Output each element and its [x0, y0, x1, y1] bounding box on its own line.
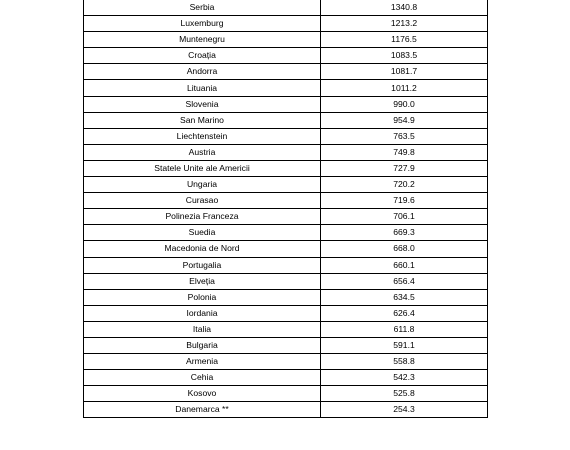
table-row [84, 337, 488, 353]
country-cell: Serbia [84, 0, 321, 16]
table-row [84, 386, 488, 402]
table-body [84, 0, 488, 418]
country-cell: Curasao [84, 193, 321, 209]
value-cell: 525.8 [321, 386, 488, 402]
value-cell: 763.5 [321, 128, 488, 144]
value-cell: 669.3 [321, 225, 488, 241]
value-cell: 611.8 [321, 321, 488, 337]
country-cell: Croația [84, 48, 321, 64]
country-cell: Kosovo [84, 386, 321, 402]
country-cell: Andorra [84, 64, 321, 80]
value-cell: 542.3 [321, 370, 488, 386]
value-cell: 1081.7 [321, 64, 488, 80]
table-row [84, 370, 488, 386]
country-cell: Polonia [84, 289, 321, 305]
value-cell: 1340.8 [321, 0, 488, 16]
table-row [84, 160, 488, 176]
table-row [84, 321, 488, 337]
table-row [84, 32, 488, 48]
value-cell: 1011.2 [321, 80, 488, 96]
country-cell: Iordania [84, 305, 321, 321]
country-cell: Bulgaria [84, 337, 321, 353]
table-row [84, 354, 488, 370]
table-row [84, 80, 488, 96]
country-cell: Liechtenstein [84, 128, 321, 144]
value-cell: 706.1 [321, 209, 488, 225]
table-row [84, 96, 488, 112]
country-values-table [83, 0, 488, 418]
country-cell: Danemarca ** [84, 402, 321, 418]
value-cell: 719.6 [321, 193, 488, 209]
table-row [84, 225, 488, 241]
country-cell: Ungaria [84, 177, 321, 193]
country-cell: Muntenegru [84, 32, 321, 48]
table-row [84, 402, 488, 418]
value-cell: 749.8 [321, 144, 488, 160]
country-cell: Suedia [84, 225, 321, 241]
country-cell: Portugalia [84, 257, 321, 273]
table-row [84, 289, 488, 305]
value-cell: 720.2 [321, 177, 488, 193]
table-row [84, 209, 488, 225]
value-cell: 660.1 [321, 257, 488, 273]
country-cell: Macedonia de Nord [84, 241, 321, 257]
table-row [84, 0, 488, 16]
country-cell: Austria [84, 144, 321, 160]
table-row [84, 16, 488, 32]
country-cell: San Marino [84, 112, 321, 128]
value-cell: 990.0 [321, 96, 488, 112]
table-row [84, 305, 488, 321]
table-row [84, 64, 488, 80]
value-cell: 1176.5 [321, 32, 488, 48]
country-cell: Polinezia Franceza [84, 209, 321, 225]
country-values-table-container [83, 0, 487, 418]
value-cell: 668.0 [321, 241, 488, 257]
country-cell: Armenia [84, 354, 321, 370]
country-cell: Cehia [84, 370, 321, 386]
country-cell: Lituania [84, 80, 321, 96]
country-cell: Luxemburg [84, 16, 321, 32]
table-row [84, 177, 488, 193]
value-cell: 626.4 [321, 305, 488, 321]
value-cell: 591.1 [321, 337, 488, 353]
table-row [84, 273, 488, 289]
table-row [84, 144, 488, 160]
value-cell: 558.8 [321, 354, 488, 370]
table-row [84, 193, 488, 209]
value-cell: 1083.5 [321, 48, 488, 64]
value-cell: 954.9 [321, 112, 488, 128]
table-row [84, 257, 488, 273]
country-cell: Elveția [84, 273, 321, 289]
value-cell: 1213.2 [321, 16, 488, 32]
country-cell: Statele Unite ale Americii [84, 160, 321, 176]
table-row [84, 48, 488, 64]
value-cell: 656.4 [321, 273, 488, 289]
table-row [84, 241, 488, 257]
country-cell: Slovenia [84, 96, 321, 112]
value-cell: 634.5 [321, 289, 488, 305]
value-cell: 254.3 [321, 402, 488, 418]
table-row [84, 128, 488, 144]
table-row [84, 112, 488, 128]
country-cell: Italia [84, 321, 321, 337]
value-cell: 727.9 [321, 160, 488, 176]
